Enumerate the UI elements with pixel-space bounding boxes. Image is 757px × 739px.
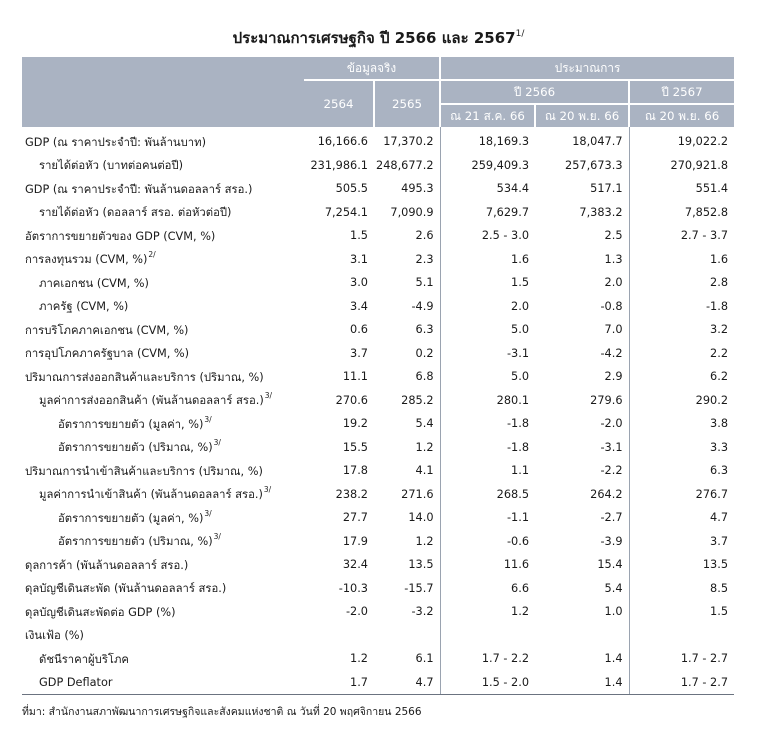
table-body bbox=[22, 127, 734, 695]
row-label bbox=[22, 483, 304, 507]
value-2565: 2.6 bbox=[415, 229, 434, 243]
value-2566-aug: 1.5 - 2.0 bbox=[440, 671, 535, 695]
value-2566-aug: -0.6 bbox=[440, 530, 535, 554]
header-year-2565: 2565 bbox=[374, 80, 440, 127]
row-label-text: อัตราการขยายตัวของ GDP (CVM, %) bbox=[25, 229, 216, 243]
row-footnote: 3/ bbox=[204, 508, 212, 518]
value-2567-nov: -1.8 bbox=[629, 295, 734, 319]
value-2567-nov: 1.7 - 2.7 bbox=[629, 671, 734, 695]
value-2566-aug: 1.7 - 2.2 bbox=[440, 647, 535, 671]
value-2565: 7,090.9 bbox=[390, 205, 434, 219]
value-2566-aug: -1.8 bbox=[440, 412, 535, 436]
value-2567-nov: 3.7 bbox=[629, 530, 734, 554]
value-2566-nov: 15.4 bbox=[597, 558, 623, 572]
value-2567-nov: 2.7 - 3.7 bbox=[629, 224, 734, 248]
value-2564: 32.4 bbox=[342, 558, 368, 572]
value-2566-aug: 11.6 bbox=[440, 553, 535, 577]
row-label-text: ดุลบัญชีเดินสะพัด (พันล้านดอลลาร์ สรอ.) bbox=[25, 582, 227, 596]
table-row bbox=[22, 318, 734, 342]
value-2564: 0.6 bbox=[350, 323, 368, 337]
value-2565: 2.3 bbox=[415, 252, 434, 266]
value-2567-nov: 270,921.8 bbox=[629, 154, 734, 178]
row-footnote: 3/ bbox=[213, 532, 221, 542]
value-2567-nov: 1.5 bbox=[629, 600, 734, 624]
row-label bbox=[22, 671, 304, 695]
row-label-text: ปริมาณการส่งออกสินค้าและบริการ (ปริมาณ, %) bbox=[25, 370, 264, 384]
value-2564: 17.8 bbox=[342, 464, 368, 478]
table-row bbox=[22, 624, 734, 648]
value-2566-nov: 517.1 bbox=[590, 182, 623, 196]
table-row bbox=[22, 530, 734, 554]
value-2565: 13.5 bbox=[408, 558, 434, 572]
value-2566-nov: 1.0 bbox=[604, 605, 623, 619]
value-2565: 271.6 bbox=[401, 487, 434, 501]
economic-forecast-table bbox=[22, 57, 734, 695]
table-row bbox=[22, 483, 734, 507]
table-row bbox=[22, 600, 734, 624]
value-2567-nov: 1.7 - 2.7 bbox=[629, 647, 734, 671]
value-2566-aug: 2.0 bbox=[440, 295, 535, 319]
value-2566-nov: 2.5 bbox=[604, 229, 623, 243]
table-row bbox=[22, 224, 734, 248]
row-label bbox=[22, 412, 304, 436]
row-label bbox=[22, 624, 304, 648]
row-label bbox=[22, 201, 304, 225]
table-row bbox=[22, 127, 734, 154]
row-label bbox=[22, 295, 304, 319]
row-label-text: GDP (ณ ราคาประจำปี: พันล้านบาท) bbox=[25, 135, 207, 149]
header-2567-nov: ณ 20 พ.ย. 66 bbox=[629, 104, 734, 127]
value-2567-nov: 3.2 bbox=[629, 318, 734, 342]
row-label-text: ดุลการค้า (พันล้านดอลลาร์ สรอ.) bbox=[25, 558, 189, 572]
value-2565: 0.2 bbox=[415, 346, 434, 360]
value-2564: 3.1 bbox=[350, 252, 368, 266]
value-2566-nov: -2.0 bbox=[600, 417, 623, 431]
value-2567-nov: 3.8 bbox=[629, 412, 734, 436]
value-2564: 505.5 bbox=[335, 182, 368, 196]
value-2564: 231,986.1 bbox=[310, 158, 368, 172]
table-row bbox=[22, 671, 734, 695]
value-2566-aug: 1.5 bbox=[440, 271, 535, 295]
value-2564 bbox=[304, 624, 374, 648]
row-label-text: การอุปโภคภาครัฐบาล (CVM, %) bbox=[25, 347, 190, 361]
value-2567-nov: 19,022.2 bbox=[629, 127, 734, 154]
value-2565: 14.0 bbox=[408, 511, 434, 525]
value-2565: -4.9 bbox=[411, 299, 434, 313]
value-2564: 16,166.6 bbox=[317, 135, 368, 149]
value-2566-nov: 5.4 bbox=[604, 581, 623, 595]
table-row bbox=[22, 647, 734, 671]
value-2566-aug: 259,409.3 bbox=[440, 154, 535, 178]
header-year-2567: ปี 2567 bbox=[629, 80, 734, 104]
value-2566-nov: -4.2 bbox=[600, 346, 623, 360]
value-2566-nov: -3.9 bbox=[600, 534, 623, 548]
row-label-text: มูลค่าการนำเข้าสินค้า (พันล้านดอลลาร์ สรอ.) bbox=[39, 488, 263, 502]
value-2567-nov: 13.5 bbox=[629, 553, 734, 577]
value-2566-nov bbox=[535, 624, 629, 648]
value-2566-nov: 2.0 bbox=[604, 276, 623, 290]
value-2567-nov: 2.8 bbox=[629, 271, 734, 295]
value-2567-nov: 7,852.8 bbox=[629, 201, 734, 225]
value-2567-nov: 4.7 bbox=[629, 506, 734, 530]
value-2565: 6.1 bbox=[415, 652, 434, 666]
value-2565: 6.3 bbox=[415, 323, 434, 337]
header-forecast: ประมาณการ bbox=[440, 57, 734, 80]
value-2566-aug: 6.6 bbox=[440, 577, 535, 601]
value-2567-nov: 6.2 bbox=[629, 365, 734, 389]
table-row bbox=[22, 506, 734, 530]
row-label bbox=[22, 154, 304, 178]
row-footnote: 2/ bbox=[148, 250, 156, 260]
value-2566-nov: 7.0 bbox=[604, 323, 623, 337]
value-2566-aug: 1.1 bbox=[440, 459, 535, 483]
value-2566-nov: 2.9 bbox=[604, 370, 623, 384]
value-2567-nov: 2.2 bbox=[629, 342, 734, 366]
table-row bbox=[22, 436, 734, 460]
source-note: ที่มา: สำนักงานสภาพัฒนาการเศรษฐกิจและสังคมแห่งชาติ ณ วันที่ 20 พฤศจิกายน 2566 bbox=[22, 706, 422, 718]
row-label bbox=[22, 271, 304, 295]
page-title bbox=[0, 26, 757, 50]
header-actual: ข้อมูลจริง bbox=[304, 57, 440, 80]
value-2564: 11.1 bbox=[342, 370, 368, 384]
value-2565: 1.2 bbox=[415, 440, 434, 454]
table-row bbox=[22, 412, 734, 436]
value-2566-aug: 18,169.3 bbox=[440, 127, 535, 154]
value-2565: -15.7 bbox=[404, 581, 434, 595]
value-2565: 285.2 bbox=[401, 393, 434, 407]
value-2566-nov: 18,047.7 bbox=[572, 135, 623, 149]
value-2566-aug: 2.5 - 3.0 bbox=[440, 224, 535, 248]
row-footnote: 3/ bbox=[204, 414, 212, 424]
row-label-text: GDP Deflator bbox=[39, 675, 113, 689]
value-2564: 7,254.1 bbox=[324, 205, 368, 219]
row-label bbox=[22, 647, 304, 671]
row-label bbox=[22, 127, 304, 154]
value-2567-nov: 1.6 bbox=[629, 248, 734, 272]
value-2566-nov: 1.4 bbox=[604, 652, 623, 666]
value-2566-nov: 264.2 bbox=[590, 487, 623, 501]
row-label bbox=[22, 577, 304, 601]
value-2564: 3.0 bbox=[350, 276, 368, 290]
table-row bbox=[22, 177, 734, 201]
row-label-text: อัตราการขยายตัว (ปริมาณ, %) bbox=[58, 441, 213, 455]
value-2564: -10.3 bbox=[338, 581, 368, 595]
table-row bbox=[22, 342, 734, 366]
table-row bbox=[22, 154, 734, 178]
value-2566-nov: 7,383.2 bbox=[579, 205, 623, 219]
value-2566-aug: 5.0 bbox=[440, 318, 535, 342]
row-label bbox=[22, 506, 304, 530]
value-2564: 15.5 bbox=[342, 440, 368, 454]
value-2566-aug: -1.1 bbox=[440, 506, 535, 530]
value-2567-nov bbox=[629, 624, 734, 648]
row-label-text: การลงทุนรวม (CVM, %) bbox=[25, 253, 148, 267]
row-label-text: ดุลบัญชีเดินสะพัดต่อ GDP (%) bbox=[25, 605, 176, 619]
value-2564: 1.2 bbox=[350, 652, 368, 666]
row-label-text: อัตราการขยายตัว (ปริมาณ, %) bbox=[58, 535, 213, 549]
row-label bbox=[22, 600, 304, 624]
value-2567-nov: 290.2 bbox=[629, 389, 734, 413]
header-year-2566: ปี 2566 bbox=[440, 80, 629, 104]
value-2564: 3.7 bbox=[350, 346, 368, 360]
value-2566-aug: 5.0 bbox=[440, 365, 535, 389]
table-row bbox=[22, 271, 734, 295]
value-2566-aug: 7,629.7 bbox=[440, 201, 535, 225]
header-2566-nov: ณ 20 พ.ย. 66 bbox=[535, 104, 629, 127]
row-label-text: ภาคเอกชน (CVM, %) bbox=[39, 276, 149, 290]
row-footnote: 3/ bbox=[264, 391, 273, 401]
value-2566-nov: 257,673.3 bbox=[565, 158, 623, 172]
table-row bbox=[22, 201, 734, 225]
header-year-2564: 2564 bbox=[304, 80, 374, 127]
value-2566-aug: 534.4 bbox=[440, 177, 535, 201]
row-label bbox=[22, 530, 304, 554]
row-footnote: 3/ bbox=[213, 438, 221, 448]
row-label bbox=[22, 318, 304, 342]
row-label-text: ดัชนีราคาผู้บริโภค bbox=[39, 652, 129, 666]
row-label-text: รายได้ต่อหัว (บาทต่อคนต่อปี) bbox=[39, 159, 184, 173]
row-label-text: ปริมาณการนำเข้าสินค้าและบริการ (ปริมาณ, %) bbox=[25, 464, 263, 478]
row-label bbox=[22, 248, 304, 272]
value-2566-nov: -2.7 bbox=[600, 511, 623, 525]
value-2566-nov: 1.3 bbox=[604, 252, 623, 266]
value-2565: 6.8 bbox=[415, 370, 434, 384]
row-label-text: ภาครัฐ (CVM, %) bbox=[39, 300, 129, 314]
value-2567-nov: 551.4 bbox=[629, 177, 734, 201]
value-2566-aug: -1.8 bbox=[440, 436, 535, 460]
row-label-text: เงินเฟ้อ (%) bbox=[25, 629, 84, 643]
value-2565: 5.4 bbox=[415, 417, 434, 431]
value-2564: 238.2 bbox=[335, 487, 368, 501]
row-label bbox=[22, 342, 304, 366]
row-label-text: อัตราการขยายตัว (มูลค่า, %) bbox=[58, 417, 204, 431]
value-2565: 5.1 bbox=[415, 276, 434, 290]
row-label bbox=[22, 365, 304, 389]
header-stub bbox=[22, 57, 304, 127]
value-2565: 1.2 bbox=[415, 534, 434, 548]
value-2564: 1.7 bbox=[304, 671, 374, 695]
value-2566-nov: -2.2 bbox=[600, 464, 623, 478]
value-2564: -2.0 bbox=[345, 605, 368, 619]
row-label-text: รายได้ต่อหัว (ดอลลาร์ สรอ. ต่อหัวต่อปี) bbox=[39, 206, 232, 220]
value-2567-nov: 8.5 bbox=[629, 577, 734, 601]
value-2566-nov: 1.4 bbox=[535, 671, 629, 695]
row-label bbox=[22, 459, 304, 483]
row-label bbox=[22, 177, 304, 201]
table-row bbox=[22, 365, 734, 389]
value-2566-nov: 279.6 bbox=[590, 393, 623, 407]
value-2565: 495.3 bbox=[401, 182, 434, 196]
value-2567-nov: 276.7 bbox=[629, 483, 734, 507]
row-label-text: อัตราการขยายตัว (มูลค่า, %) bbox=[58, 511, 204, 525]
value-2566-aug: 1.6 bbox=[440, 248, 535, 272]
value-2566-nov: -3.1 bbox=[600, 440, 623, 454]
value-2565: -3.2 bbox=[411, 605, 434, 619]
header-2566-aug: ณ 21 ส.ค. 66 bbox=[440, 104, 535, 127]
value-2566-nov: -0.8 bbox=[600, 299, 623, 313]
table-row bbox=[22, 459, 734, 483]
title-footnote: 1/ bbox=[515, 29, 525, 39]
value-2564: 27.7 bbox=[342, 511, 368, 525]
value-2566-aug bbox=[440, 624, 535, 648]
value-2567-nov: 3.3 bbox=[629, 436, 734, 460]
table-row bbox=[22, 295, 734, 319]
title-text: ประมาณการเศรษฐกิจ ปี 2566 และ 2567 bbox=[232, 29, 516, 47]
value-2564: 1.5 bbox=[350, 229, 368, 243]
table-row bbox=[22, 389, 734, 413]
value-2565: 248,677.2 bbox=[376, 158, 434, 172]
value-2565: 4.7 bbox=[374, 671, 440, 695]
row-label bbox=[22, 553, 304, 577]
value-2566-aug: 268.5 bbox=[440, 483, 535, 507]
value-2566-aug: -3.1 bbox=[440, 342, 535, 366]
value-2566-aug: 280.1 bbox=[440, 389, 535, 413]
value-2564: 3.4 bbox=[350, 299, 368, 313]
value-2566-aug: 1.2 bbox=[440, 600, 535, 624]
row-footnote: 3/ bbox=[263, 485, 272, 495]
table-row bbox=[22, 553, 734, 577]
value-2565 bbox=[374, 624, 440, 648]
row-label bbox=[22, 436, 304, 460]
value-2565: 17,370.2 bbox=[383, 135, 434, 149]
value-2564: 19.2 bbox=[342, 417, 368, 431]
row-label-text: การบริโภคภาคเอกชน (CVM, %) bbox=[25, 323, 189, 337]
value-2565: 4.1 bbox=[415, 464, 434, 478]
row-label-text: มูลค่าการส่งออกสินค้า (พันล้านดอลลาร์ สรอ.) bbox=[39, 394, 264, 408]
row-label-text: GDP (ณ ราคาประจำปี: พันล้านดอลลาร์ สรอ.) bbox=[25, 182, 253, 196]
row-label bbox=[22, 389, 304, 413]
row-label bbox=[22, 224, 304, 248]
table-row bbox=[22, 248, 734, 272]
value-2567-nov: 6.3 bbox=[629, 459, 734, 483]
value-2564: 270.6 bbox=[335, 393, 368, 407]
table-row bbox=[22, 577, 734, 601]
value-2564: 17.9 bbox=[342, 534, 368, 548]
